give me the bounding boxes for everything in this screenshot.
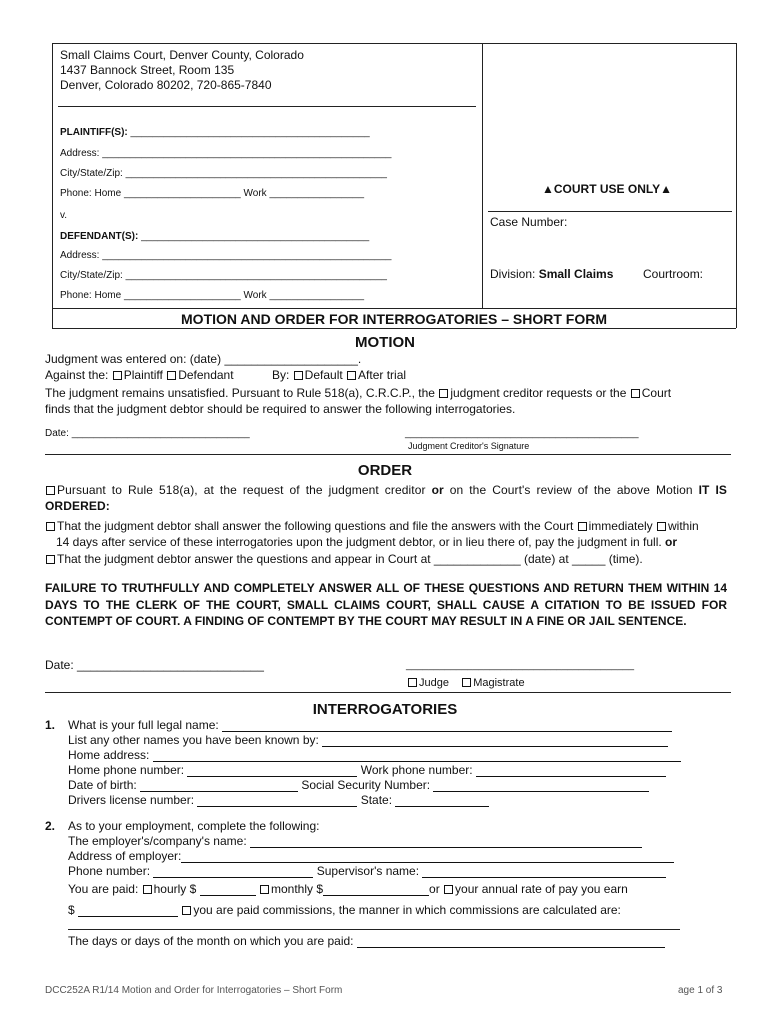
plaintiff-field[interactable]: ___________________________________________ [130, 127, 370, 138]
after-trial-checkbox[interactable] [347, 371, 356, 380]
commissions-label: you are paid commissions, the manner in which commissions are calculated are: [193, 903, 621, 917]
answer-questions-checkbox[interactable] [46, 522, 55, 531]
plaintiff-row [60, 127, 370, 138]
ssn-field[interactable] [433, 780, 649, 792]
footer-form-id: DCC252A R1/14 Motion and Order for Interrogatories – Short Form [45, 985, 343, 996]
annual-label: your annual rate of pay you earn [455, 882, 628, 896]
defendant-phone-row [60, 290, 364, 301]
q1-dob-row [68, 778, 649, 792]
motion-para-part2: judgment creditor requests or the [450, 386, 630, 400]
it-is-ordered: IT IS ORDERED: [45, 483, 727, 513]
q2-phone-label: Phone number: [68, 864, 154, 878]
judgment-creditor-checkbox[interactable] [439, 389, 448, 398]
court-use-only-label: ▲COURT USE ONLY▲ [542, 182, 672, 196]
order-para2-b: immediately [588, 519, 656, 533]
q1-other-names-row [68, 733, 668, 747]
motion-para-part1: The judgment remains unsatisfied. Pursuant to Rule 518(a), C.R.C.P., the [45, 386, 439, 400]
date-label: Date: [45, 428, 72, 439]
courtroom-label: Courtroom: [643, 267, 704, 281]
plaintiff-phone-row [60, 188, 364, 199]
against-label: Against the: [45, 368, 112, 382]
monthly-label: monthly $ [271, 882, 324, 896]
annual-checkbox[interactable] [444, 885, 453, 894]
magistrate-checkbox[interactable] [462, 678, 471, 687]
or-label: or [429, 882, 444, 896]
q1-home-address-label: Home address: [68, 748, 153, 762]
against-row [45, 368, 234, 382]
phone-label: Phone: Home [60, 188, 124, 199]
contempt-warning: FAILURE TO TRUTHFULLY AND COMPLETELY ANSWER ALL OF THESE QUESTIONS AND RETURN THEM WITHIN 14 DAYS TO THE CLERK OF THE COURT, SMALL CLAIMS COURT, SHALL CAUSE A CITATION TO BE ISSUED FOR CONTEMPT OF COURT. A FINDING OF CONTEMPT BY THE COURT MAY RESULT IN A FINE OR JAIL SENTENCE. [45, 581, 727, 628]
plaintiff-address-row [60, 148, 391, 159]
court-finds-checkbox[interactable] [631, 389, 640, 398]
order-date-row [45, 658, 264, 672]
plaintiff-work-phone-field[interactable]: _________________ [269, 188, 364, 199]
by-row [272, 368, 406, 382]
court-street: 1437 Bannock Street, Room 135 [60, 63, 235, 77]
order-para2-or: or [665, 535, 678, 549]
defendant-label: DEFENDANT(S): [60, 231, 142, 242]
judge-signature-line[interactable]: _________________________________________ [406, 660, 635, 671]
q1-dl-label: Drivers license number: [68, 793, 198, 807]
court-name: Small Claims Court, Denver County, Colorado [60, 48, 304, 62]
judge-magistrate-row [407, 677, 525, 689]
after-trial-option-label: After trial [358, 368, 407, 382]
plaintiff-city-row [60, 168, 387, 179]
judge-checkbox[interactable] [408, 678, 417, 687]
by-label: By: [272, 368, 293, 382]
date-label: Date: [45, 658, 78, 672]
defendant-city-row [60, 270, 387, 281]
interrogatories-heading: INTERROGATORIES [312, 701, 458, 718]
division-label: Division: [490, 267, 539, 281]
q2-days-label: The days or days of the month on which you are paid: [68, 934, 357, 948]
order-para1-b: on the Court's review of the above Motion [443, 483, 699, 497]
monthly-rate-field[interactable] [323, 884, 429, 896]
section-divider [45, 692, 731, 693]
footer-page-number: age 1 of 3 [678, 985, 723, 996]
order-para1 [45, 482, 727, 514]
dollar-label: $ [68, 903, 79, 917]
order-para3 [45, 552, 643, 566]
versus-label: v. [60, 210, 68, 221]
order-heading: ORDER [357, 462, 413, 479]
defendant-checkbox[interactable] [167, 371, 176, 380]
address-label: Address: [60, 148, 103, 159]
plaintiff-option-label: Plaintiff [123, 368, 167, 382]
court-city-phone: Denver, Colorado 80202, 720-865-7840 [60, 78, 272, 92]
plaintiff-address-field[interactable]: ____________________________________________________ [102, 148, 392, 159]
q1-dl-row [68, 793, 489, 807]
magistrate-label: Magistrate [473, 677, 525, 689]
q1-phone-row [68, 763, 666, 777]
q2-employer-row [68, 834, 642, 848]
q2-number: 2. [45, 819, 56, 833]
commissions-checkbox[interactable] [182, 906, 191, 915]
order-para1-a: Pursuant to Rule 518(a), at the request of the judgment creditor [57, 483, 432, 497]
creditor-signature-label: Judgment Creditor's Signature [408, 441, 530, 451]
order-para3-text: That the judgment debtor answer the questions and appear in Court at _____________ (date) at _____ (time). [57, 552, 643, 566]
q2-paid-label: You are paid: [68, 882, 142, 896]
work-label: Work [240, 290, 270, 301]
defendant-option-label: Defendant [178, 368, 234, 382]
order-para2 [45, 519, 699, 533]
q1-work-phone-label: Work phone number: [357, 763, 476, 777]
division-value: Small Claims [538, 267, 614, 281]
defendant-city-field[interactable]: _______________________________________________ [125, 270, 387, 281]
order-date-field[interactable]: ____________________________ [77, 658, 264, 672]
q2-employer-label: The employer's/company's name: [68, 834, 250, 848]
defendant-address-field[interactable]: ____________________________________________________ [102, 250, 392, 261]
defendant-row [60, 231, 369, 242]
plaintiff-checkbox[interactable] [113, 371, 122, 380]
q1-home-address-row [68, 748, 681, 762]
motion-date-field[interactable]: ________________________________ [71, 428, 250, 439]
q1-dob-label: Date of birth: [68, 778, 141, 792]
motion-heading: MOTION [355, 334, 415, 351]
q1-home-phone-label: Home phone number: [68, 763, 188, 777]
judge-label: Judge [419, 677, 449, 689]
commissions-answer-line[interactable] [68, 929, 680, 930]
hourly-checkbox[interactable] [143, 885, 152, 894]
order-para2-cont: 14 days after service of these interrogatories upon the judgment debtor, or in lieu there of, pay the judgment in full. [56, 535, 666, 549]
q2-paid-row [68, 882, 628, 896]
legal-name-field[interactable] [222, 720, 672, 732]
work-label: Work [240, 188, 270, 199]
order-para1-or: or [431, 483, 444, 497]
q1-number: 1. [45, 718, 56, 732]
order-para2-a: That the judgment debtor shall answer the following questions and file the answers with the Court [57, 519, 577, 533]
q2-commission-row [68, 903, 621, 917]
q1-legal-name-label: What is your full legal name: [68, 718, 223, 732]
case-number-label: Case Number: [490, 215, 568, 229]
annual-rate-field[interactable] [78, 905, 178, 917]
home-address-field[interactable] [153, 750, 681, 762]
within-checkbox[interactable] [657, 522, 666, 531]
motion-date-row [45, 428, 250, 439]
defendant-home-phone-field[interactable]: _____________________ [123, 290, 241, 301]
section-divider [45, 454, 731, 455]
plaintiff-label: PLAINTIFF(S): [60, 127, 131, 138]
phone-label: Phone: Home [60, 290, 124, 301]
work-phone-field[interactable] [476, 765, 666, 777]
defendant-field[interactable]: _________________________________________ [141, 231, 370, 242]
pay-days-field[interactable] [357, 936, 665, 948]
q1-legal-name-row [68, 718, 672, 732]
q1-ssn-label: Social Security Number: [298, 778, 434, 792]
employer-phone-field[interactable] [153, 866, 313, 878]
q2-days-row [68, 934, 665, 948]
hourly-rate-field[interactable] [200, 884, 256, 896]
defendant-work-phone-field[interactable]: _________________ [269, 290, 364, 301]
city-label: City/State/Zip: [60, 168, 126, 179]
q2-intro: As to your employment, complete the following: [68, 819, 320, 833]
division-row [490, 267, 613, 281]
supervisor-name-field[interactable] [422, 866, 666, 878]
q1-other-names-label: List any other names you have been known by: [68, 733, 323, 747]
plaintiff-home-phone-field[interactable]: _____________________ [123, 188, 241, 199]
other-names-field[interactable] [322, 735, 668, 747]
q2-address-label: Address of employer: [68, 849, 182, 863]
motion-para-part3-a: Court [641, 386, 672, 400]
home-phone-field[interactable] [187, 765, 357, 777]
dl-state-field[interactable] [395, 795, 489, 807]
employer-address-field[interactable] [181, 851, 674, 863]
appear-in-court-checkbox[interactable] [46, 555, 55, 564]
q2-phone-row [68, 864, 666, 878]
drivers-license-field[interactable] [197, 795, 357, 807]
motion-paragraph [45, 386, 671, 400]
plaintiff-city-field[interactable]: _______________________________________________ [125, 168, 387, 179]
default-option-label: Default [304, 368, 347, 382]
judgment-entered-line: Judgment was entered on: (date) ____________________. [45, 352, 362, 366]
order-para2-line2 [56, 535, 677, 549]
default-checkbox[interactable] [294, 371, 303, 380]
address-label: Address: [60, 250, 103, 261]
q1-state-label: State: [357, 793, 396, 807]
dob-field[interactable] [140, 780, 298, 792]
hourly-label: hourly $ [153, 882, 200, 896]
court-review-checkbox[interactable] [46, 486, 55, 495]
employer-name-field[interactable] [250, 836, 642, 848]
order-para2-c: within [668, 519, 699, 533]
monthly-checkbox[interactable] [260, 885, 269, 894]
q2-address-row [68, 849, 674, 863]
immediately-checkbox[interactable] [578, 522, 587, 531]
form-title: MOTION AND ORDER FOR INTERROGATORIES – SHORT FORM [181, 311, 607, 327]
creditor-signature-line[interactable]: __________________________________________ [405, 428, 639, 439]
motion-para-continuation: finds that the judgment debtor should be required to answer the following interrogatories. [45, 402, 516, 416]
defendant-address-row [60, 250, 391, 261]
q2-supervisor-label: Supervisor's name: [313, 864, 423, 878]
city-label: City/State/Zip: [60, 270, 126, 281]
